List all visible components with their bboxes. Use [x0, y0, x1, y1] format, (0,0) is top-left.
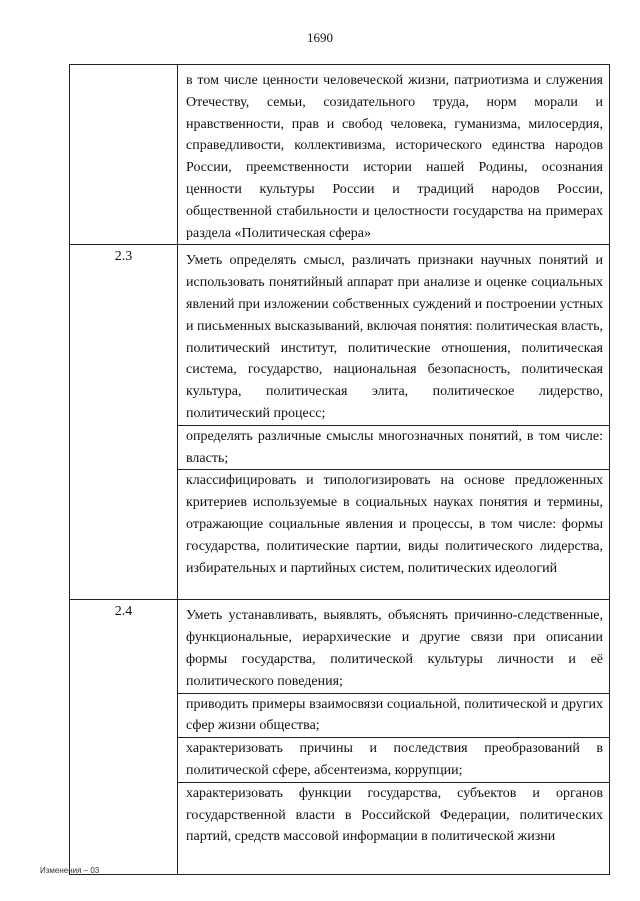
- row-paragraph: определять различные смыслы многозначных понятий, в том числе: власть;: [178, 425, 609, 470]
- row-number-cell: 2.4: [70, 600, 178, 875]
- table-row: [70, 65, 610, 245]
- row-paragraph: характеризовать функции государства, субъектов и органов государственной власти в Российской Федерации, политических партий, средств массовой информации в политической жизни: [178, 782, 609, 848]
- footer-revision-note: Изменения – 03: [40, 866, 100, 875]
- page-number: 1690: [307, 30, 333, 45]
- row-paragraph: Уметь устанавливать, выявлять, объяснять причинно-следственные, функциональные, иерархические и другие связи при описании формы государства, политической культуры личности и её политического поведения;: [186, 608, 603, 689]
- row-paragraph: приводить примеры взаимосвязи социальной, политической и других сфер жизни общества;: [178, 693, 609, 738]
- row-number-cell: [70, 65, 178, 245]
- row-paragraph: в том числе ценности человеческой жизни, патриотизма и служения Отечеству, семьи, созидательного труда, норм морали и нравственности, прав и свобод человека, гуманизма, милосердия, справедливости, коллективизма, исторического единства народов России, преемственности истории нашей Родины, осознания ценности культуры России и традиций народов России, общественной стабильности и целостности государства на примерах раздела «Политическая сфера»: [186, 73, 603, 241]
- table-row: [70, 245, 610, 600]
- row-paragraph: классифицировать и типологизировать на основе предложенных критериев используемые в социальных науках понятия и термины, отражающие социальные явления и процессы, в том числе: формы государства, политические партии, виды политического лидерства, избирательных и партийных систем, политических идеологий: [178, 469, 609, 579]
- content-table: [69, 64, 610, 875]
- row-text-cell: [178, 600, 610, 875]
- row-number-cell: 2.3: [70, 245, 178, 600]
- row-paragraph: Уметь определять смысл, различать признаки научных понятий и использовать понятийный аппарат при анализе и оценке социальных явлений при изложении собственных суждений и построении устных и письменных высказываний, включая понятия: политическая власть, политический институт, политические отношения, политическая система, государство, национальная безопасность, политическая культура, политическая элита, политическое лидерство, политический процесс;: [186, 253, 603, 421]
- row-text-cell: [178, 65, 610, 245]
- table-row: [70, 600, 610, 875]
- row-paragraph: характеризовать причины и последствия преобразований в политической сфере, абсентеизма, коррупции;: [178, 737, 609, 782]
- row-text-cell: [178, 245, 610, 600]
